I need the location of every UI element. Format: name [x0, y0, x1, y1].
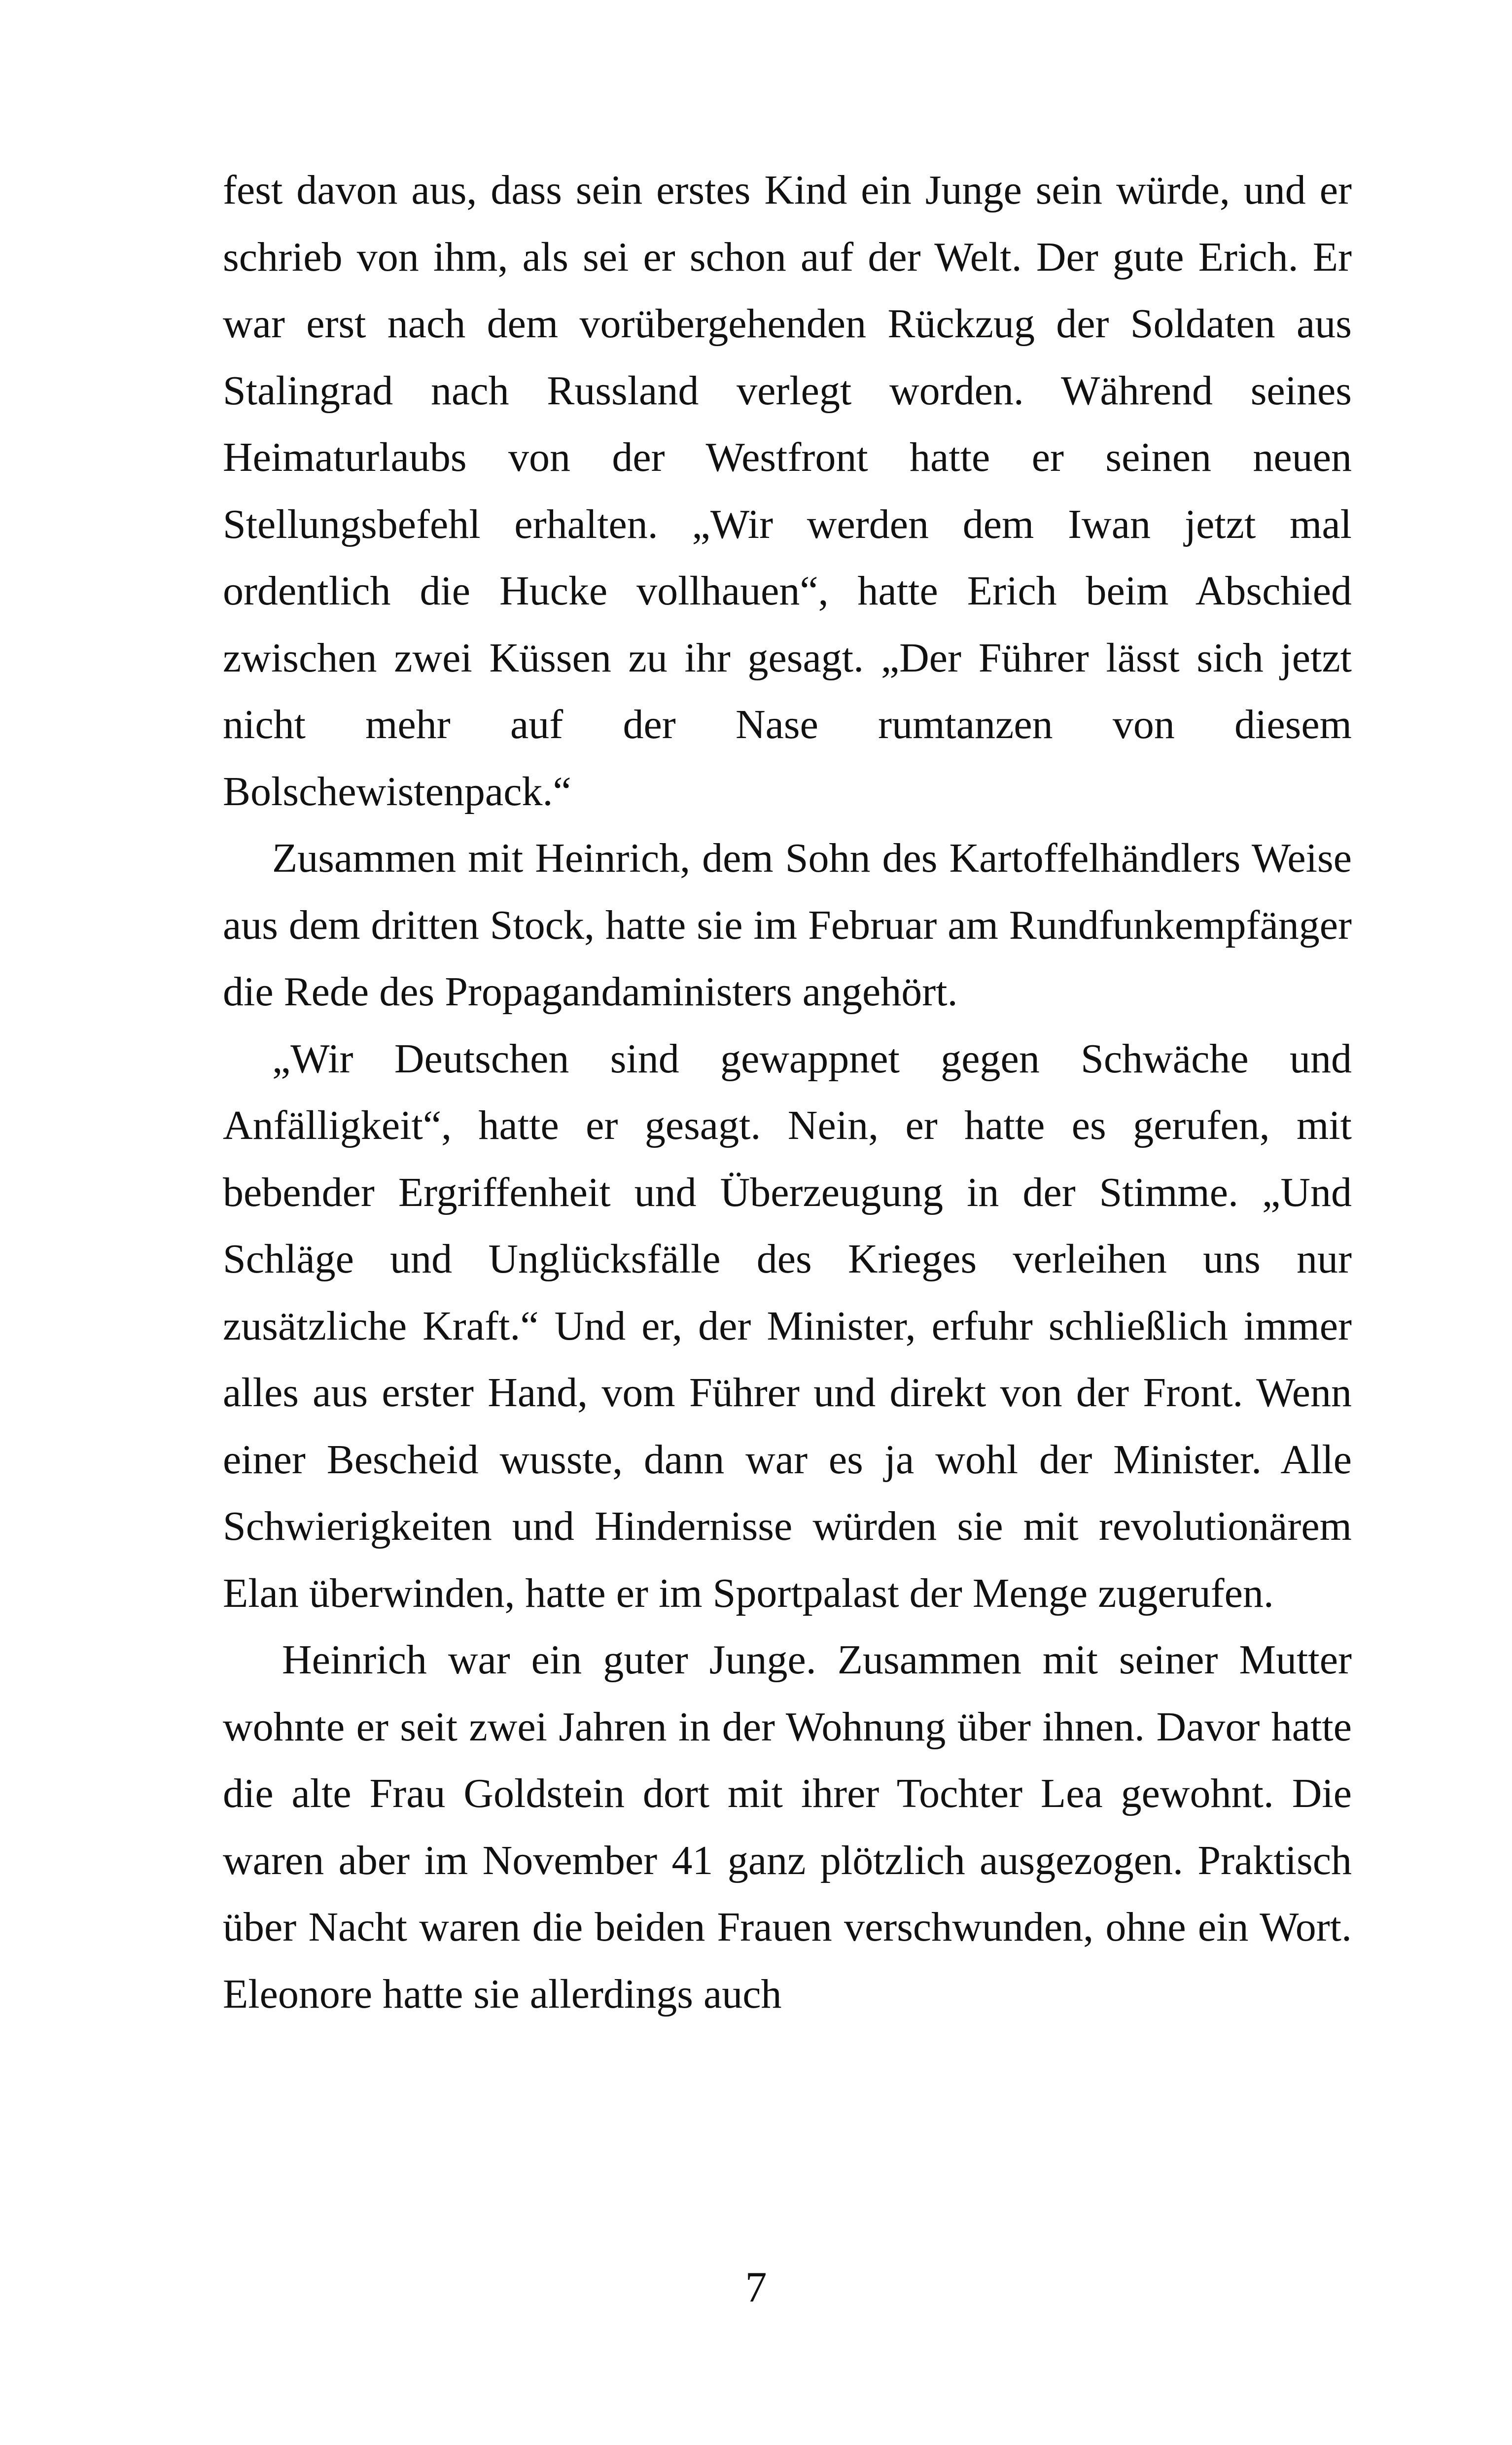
page-number: 7: [745, 2264, 767, 2311]
paragraph-4: Heinrich war ein guter Junge. Zusammen mit seiner Mutter wohnte er seit zwei Jahren in der Wohnung über ihnen. Davor hatte die alte Frau Goldstein dort mit ihrer Tochter Lea gewohnt. Die waren aber im November 41 ganz plötzlich ausgezogen. Praktisch über Nacht waren die beiden Frauen verschwunden, ohne ein Wort. Eleonore hatte sie allerdings auch: [223, 1637, 1352, 2017]
body-text: [223, 157, 1352, 2027]
paragraph-3: „Wir Deutschen sind gewappnet gegen Schwäche und Anfälligkeit“, hatte er gesagt. Nein, er hatte es gerufen, mit bebender Ergriffenheit und Überzeugung in der Stimme. „Und Schläge und Unglücksfälle des Krieges verleihen uns nur zusätzliche Kraft.“ Und er, der Minister, erfuhr schließlich immer alles aus erster Hand, vom Führer und direkt von der Front. Wenn einer Bescheid wusste, dann war es ja wohl der Minister. Alle Schwierigkeiten und Hindernisse würden sie mit revolutionärem Elan überwinden, hatte er im Sportpalast der Menge zugerufen.: [223, 1035, 1352, 1616]
paragraph-1: fest davon aus, dass sein erstes Kind ein Junge sein würde, und er schrieb von ihm, als sei er schon auf der Welt. Der gute Erich. Er war erst nach dem vorübergehenden Rückzug der Soldaten aus Stalingrad nach Russland verlegt worden. Während seines Heimaturlaubs von der Westfront hatte er seinen neuen Stellungsbefehl erhalten. „Wir werden dem Iwan jetzt mal ordentlich die Hucke vollhauen“, hatte Erich beim Abschied zwischen zwei Küssen zu ihr gesagt. „Der Führer lässt sich jetzt nicht mehr auf der Nase rumtanzen von diesem Bolschewistenpack.“: [223, 167, 1352, 815]
paragraph-2: Zusammen mit Heinrich, dem Sohn des Kartoffelhändlers Weise aus dem dritten Stock, hatte sie im Februar am Rundfunkempfänger die Rede des Propagandaministers angehört.: [223, 835, 1352, 1015]
